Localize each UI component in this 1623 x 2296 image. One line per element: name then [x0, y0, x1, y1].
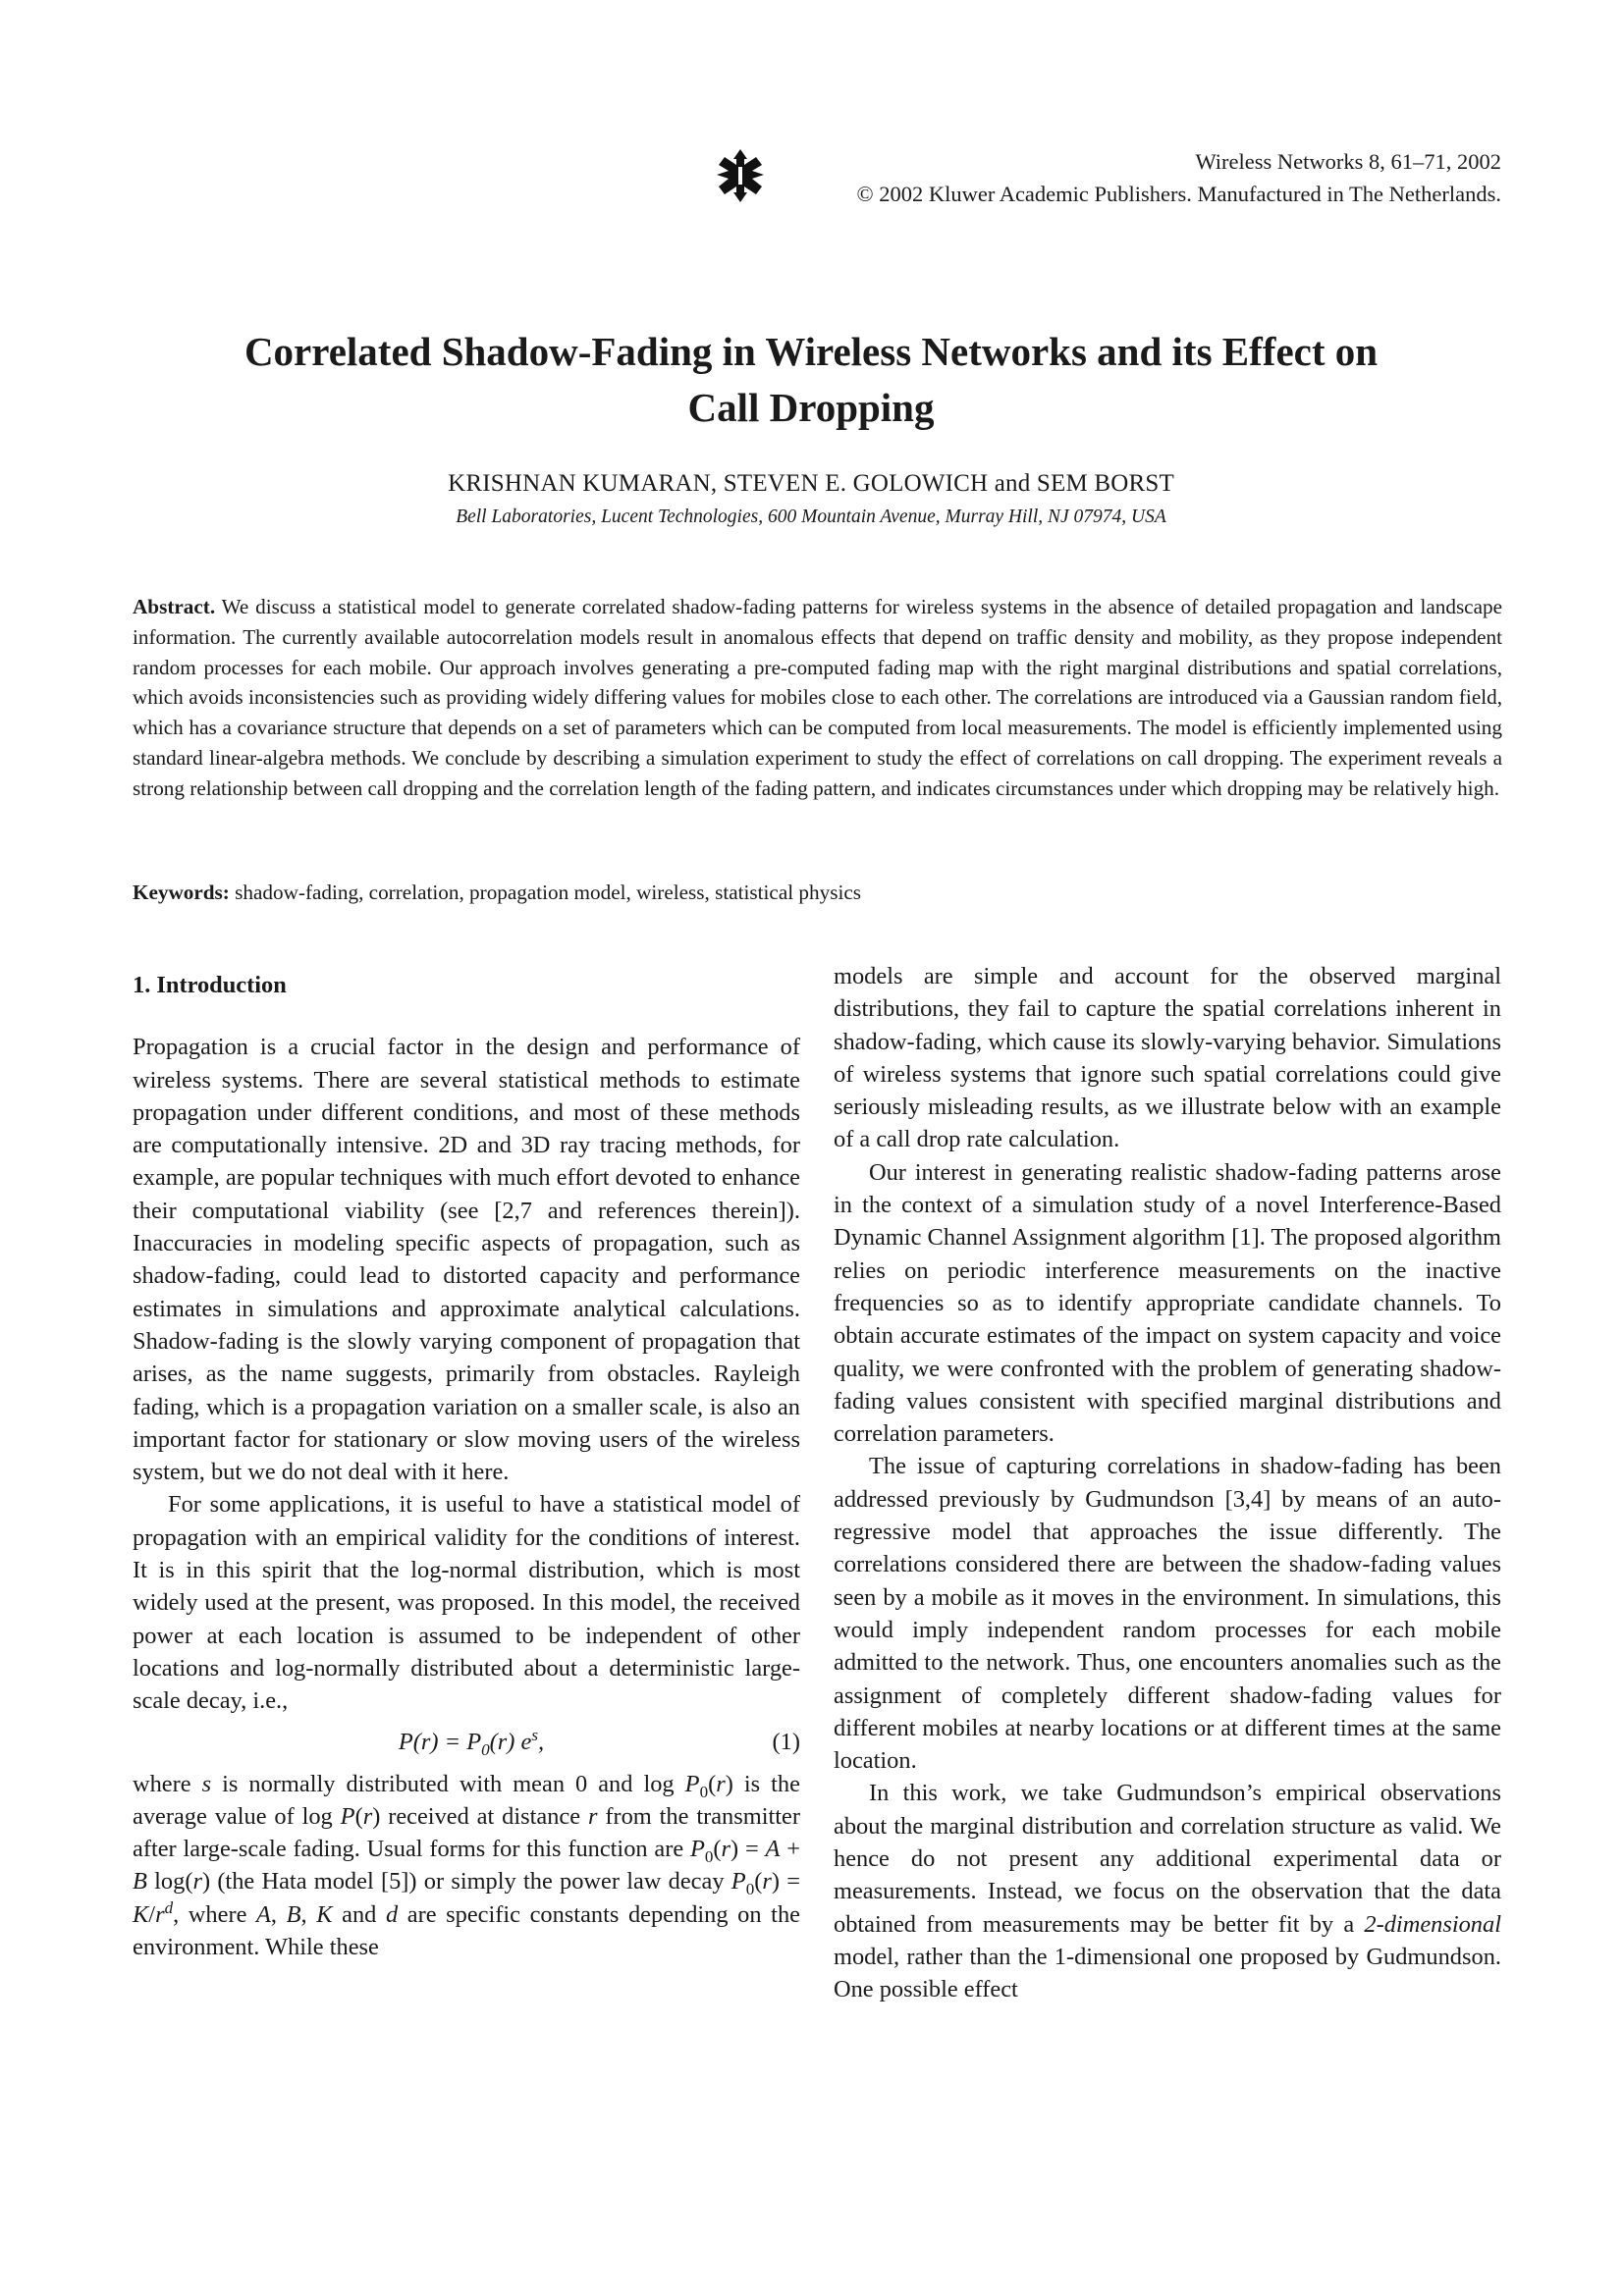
abstract-text: We discuss a statistical model to generate correlated shadow-fading patterns for wireless systems in the absence of detailed propagation and landscape information. The currently available autocorrelation models result in anomalous effects that depend on traffic density and mobility, as they propose independent random processes for each mobile. Our approach involves generating a pre-computed fading map with the right marginal distributions and spatial correlations, which avoids inconsistencies such as providing widely differing values for mobiles close to each other. The correlations are introduced via a Gaussian random field, which has a covariance structure that depends on a set of parameters which can be computed from local measurements. The model is efficiently implemented using standard linear-algebra methods. We conclude by describing a simulation experiment to study the effect of correlations on call dropping. The experiment reveals a strong relationship between call dropping and the correlation length of the fading pattern, and indicates circumstances under which dropping may be relatively high.	[133, 595, 1502, 800]
keywords-label: Keywords:	[133, 881, 230, 904]
paper-title	[147, 324, 1475, 436]
author-list: KRISHNAN KUMARAN, STEVEN E. GOLOWICH and SEM BORST	[448, 470, 1174, 497]
abstract	[133, 592, 1502, 804]
keywords	[133, 878, 1502, 907]
section-heading: 1. Introduction	[133, 972, 287, 998]
paragraph: The issue of capturing correlations in shadow-fading has been addressed previously by Gudmundson [3,4] by means of an auto-regressive model that approaches the issue differently. The correlations considered there are between the shadow-fading values seen by a mobile as it moves in the environment. In simulations, this would imply independent random processes for each mobile admitted to the network. Thus, one encounters anomalies such as the assignment of completely different shadow-fading values for different mobiles at nearby locations or at different times at the same location.	[834, 1453, 1501, 1775]
publisher-logo-icon	[715, 147, 766, 204]
abstract-label: Abstract.	[133, 595, 216, 618]
paragraph: Propagation is a crucial factor in the design and performance of wireless systems. There are several statistical methods to estimate propagation under different conditions, and most of these methods are computationally intensive. 2D and 3D ray tracing methods, for example, are popular techniques with much effort devoted to enhance their computational viability (see [2,7 and references therein]). Inaccuracies in modeling specific aspects of propagation, such as shadow-fading, could lead to distorted capacity and performance estimates in simulations and approximate analytical calculations. Shadow-fading is the slowly varying component of propagation that arises, as the name suggests, primarily from obstacles. Rayleigh fading, which is a propagation variation on a smaller scale, is also an important factor for stationary or slow moving users of the wireless system, but we do not deal with it here.	[133, 1034, 800, 1486]
paragraph: models are simple and account for the observed marginal distributions, they fail to capture the spatial correlations inherent in shadow-fading, which cause its slowly-varying behavior. Simulations of wireless systems that ignore such spatial correlations could give seriously misleading results, as we illustrate below with an example of a call drop rate calculation.	[834, 963, 1501, 1153]
copyright-line: © 2002 Kluwer Academic Publishers. Manufactured in The Netherlands.	[856, 182, 1501, 206]
left-column	[133, 960, 800, 1963]
title-line-1: Correlated Shadow-Fading in Wireless Networks and its Effect on	[243, 329, 1379, 374]
equation-1	[133, 1727, 800, 1759]
journal-citation: Wireless Networks 8, 61–71, 2002	[1195, 149, 1501, 174]
equation-number: (1)	[772, 1729, 800, 1756]
right-column	[834, 960, 1501, 2006]
keywords-text: shadow-fading, correlation, propagation model, wireless, statistical physics	[235, 881, 861, 904]
journal-header	[856, 145, 1501, 210]
paragraph: For some applications, it is useful to have a statistical model of propagation with an empirical validity for the conditions of interest. It is in this spirit that the log-normal distribution, which is most widely used at the present, was proposed. In this model, the received power at each location is assumed to be independent of other locations and log-normally distributed about a deterministic large-scale decay, i.e.,	[133, 1491, 800, 1715]
paragraph: Our interest in generating realistic shadow-fading patterns arose in the context of a simulation study of a novel Interference-Based Dynamic Channel Assignment algorithm [1]. The proposed algorithm relies on periodic interference measurements on the inactive frequencies so as to identify appropriate candidate channels. To obtain accurate estimates of the impact on system capacity and voice quality, we were confronted with the problem of generating shadow-fading values consistent with specified marginal distributions and correlation parameters.	[834, 1158, 1501, 1448]
affiliation: Bell Laboratories, Lucent Technologies, 600 Mountain Avenue, Murray Hill, NJ 07974, USA	[456, 507, 1166, 527]
paragraph: In this work, we take Gudmundson’s empirical observations about the marginal distribution and correlation structure as valid. We hence do not present any additional experimental data or measurements. Instead, we focus on the observation that the data obtained from measurements may be better fit by a 2-dimensional model, rather than the 1-dimensional one proposed by Gudmundson. One possible effect	[834, 1780, 1501, 2003]
title-line-2: Call Dropping	[687, 385, 935, 430]
paragraph: where s is normally distributed with mean 0 and $\log P_0(r)$ is the average value of log P(r) received at distance r from the transmitter after large-scale fading. Usual forms for this function are $P_0(r) = A + B$ log(r) (the Hata model [5]) or simply the power law decay $P_0(r) = K/r^d$, where A, B, K and d are specific constants depending on the environment. While these	[133, 1770, 800, 1961]
equation-body: $P(r) = P_0(r)$ $e^s$,	[398, 1726, 545, 1760]
emphasis: 2-dimensional	[1364, 1910, 1501, 1938]
